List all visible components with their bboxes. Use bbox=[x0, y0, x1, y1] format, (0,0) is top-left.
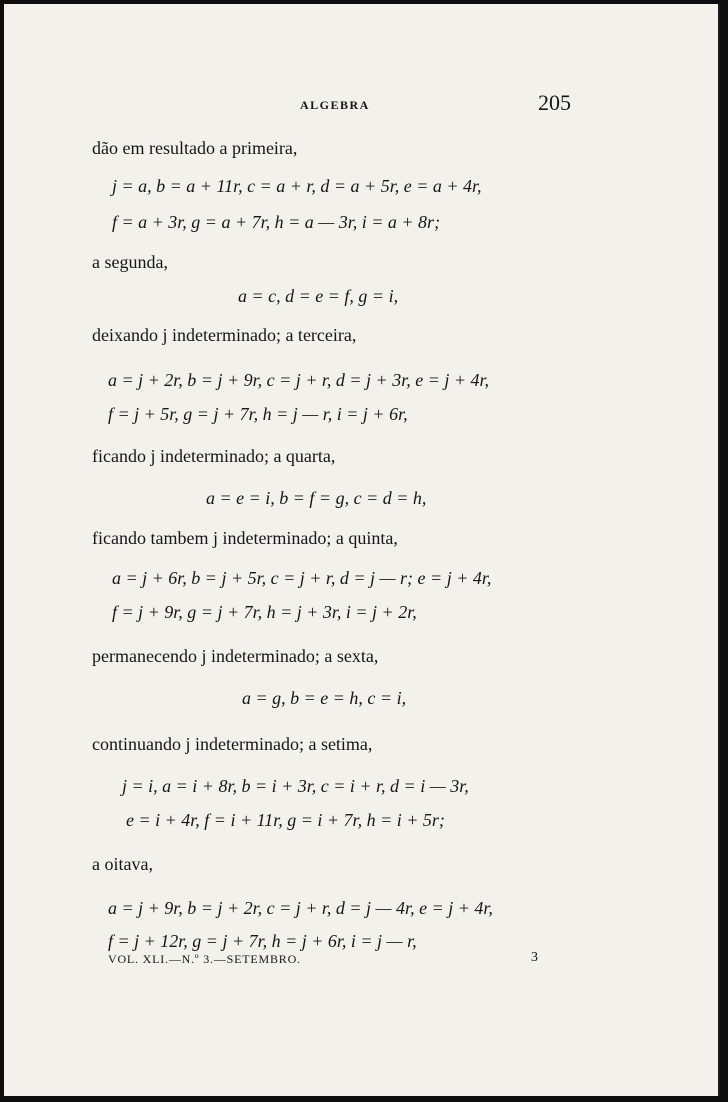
paragraph-4: ficando j indeterminado; a quarta, bbox=[92, 446, 336, 466]
formula-8b: f = j + 12r, g = j + 7r, h = j + 6r, i = j — r, bbox=[108, 931, 417, 951]
formula-1a: j = a, b = a + 11r, c = a + r, d = a + 5r, e = a + 4r, bbox=[112, 176, 482, 196]
formula-5a: a = j + 6r, b = j + 5r, c = j + r, d = j — r; e = j + 4r, bbox=[112, 568, 492, 588]
book-page bbox=[4, 4, 720, 1096]
formula-8a: a = j + 9r, b = j + 2r, c = j + r, d = j — 4r, e = j + 4r, bbox=[108, 898, 493, 918]
paragraph-7: continuando j indeterminado; a setima, bbox=[92, 734, 373, 754]
formula-4: a = e = i, b = f = g, c = d = h, bbox=[206, 488, 427, 508]
formula-7a: j = i, a = i + 8r, b = i + 3r, c = i + r, d = i — 3r, bbox=[122, 776, 469, 796]
running-title: ALGEBRA bbox=[300, 98, 370, 112]
signature-number: 3 bbox=[531, 950, 538, 965]
paragraph-5: ficando tambem j indeterminado; a quinta, bbox=[92, 528, 398, 548]
formula-6: a = g, b = e = h, c = i, bbox=[242, 688, 407, 708]
paragraph-3: deixando j indeterminado; a terceira, bbox=[92, 325, 357, 345]
page-number: 205 bbox=[538, 90, 571, 115]
formula-1b: f = a + 3r, g = a + 7r, h = a — 3r, i = a + 8r; bbox=[112, 212, 441, 232]
paragraph-2: a segunda, bbox=[92, 252, 168, 272]
formula-3a: a = j + 2r, b = j + 9r, c = j + r, d = j + 3r, e = j + 4r, bbox=[108, 370, 489, 390]
paragraph-8: a oitava, bbox=[92, 854, 153, 874]
paragraph-1: dão em resultado a primeira, bbox=[92, 138, 298, 158]
formula-7b: e = i + 4r, f = i + 11r, g = i + 7r, h = i + 5r; bbox=[126, 810, 445, 830]
formula-3b: f = j + 5r, g = j + 7r, h = j — r, i = j + 6r, bbox=[108, 404, 408, 424]
volume-signature: VOL. XLI.—N.º 3.—SETEMBRO. bbox=[108, 952, 301, 966]
formula-2: a = c, d = e = f, g = i, bbox=[238, 286, 399, 306]
formula-5b: f = j + 9r, g = j + 7r, h = j + 3r, i = j + 2r, bbox=[112, 602, 417, 622]
paragraph-6: permanecendo j indeterminado; a sexta, bbox=[92, 646, 379, 666]
